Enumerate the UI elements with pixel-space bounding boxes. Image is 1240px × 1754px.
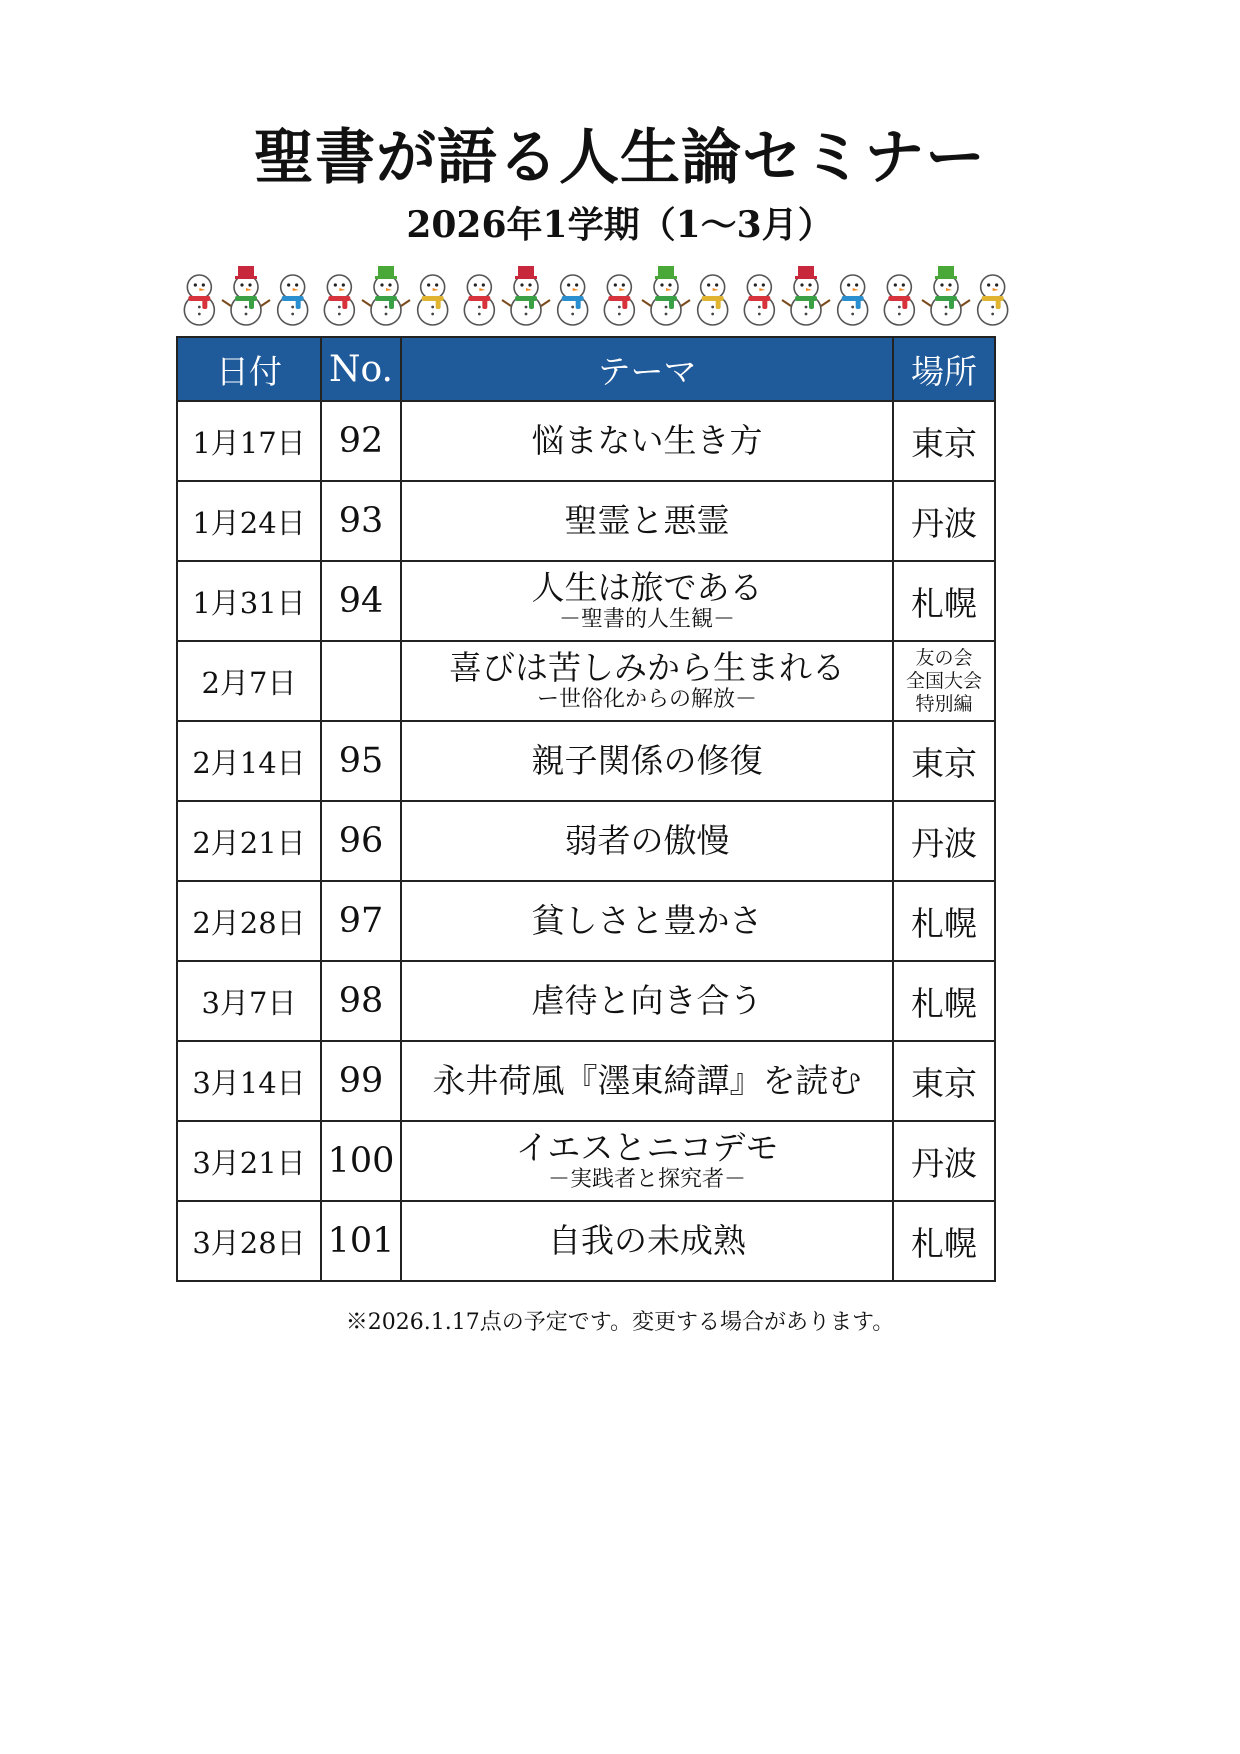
theme-subtitle: ー世俗化からの解放－ <box>536 687 757 712</box>
theme-subtitle: －聖書的人生観－ <box>558 607 735 632</box>
place-name: 札幌 <box>911 583 977 623</box>
theme-title: 弱者の傲慢 <box>564 821 730 860</box>
snowman-icon <box>642 266 690 325</box>
place-name: 東京 <box>911 743 977 783</box>
place-line: 友の会 <box>915 646 973 669</box>
cell-no: 98 <box>321 961 401 1041</box>
snowman-icon <box>884 275 914 325</box>
cell-theme <box>401 481 893 561</box>
place-name: 丹波 <box>911 1143 977 1183</box>
cell-place <box>893 1201 995 1281</box>
table-row <box>177 801 995 881</box>
cell-date: 2月28日 <box>177 881 321 961</box>
cell-place <box>893 721 995 801</box>
cell-place <box>893 1121 995 1201</box>
cell-date: 1月17日 <box>177 401 321 481</box>
cell-no: 101 <box>321 1201 401 1281</box>
place-line: 特別編 <box>915 692 973 715</box>
theme-title: 虐待と向き合う <box>531 981 763 1020</box>
column-header-theme: テーマ <box>401 337 893 401</box>
place-name: 東京 <box>911 423 977 463</box>
cell-place <box>893 801 995 881</box>
cell-no <box>321 641 401 721</box>
cell-no: 95 <box>321 721 401 801</box>
cell-no: 93 <box>321 481 401 561</box>
cell-no: 97 <box>321 881 401 961</box>
place-name: 東京 <box>911 1063 977 1103</box>
page-subtitle: 2026年1学期（1～3月） <box>406 204 834 246</box>
cell-date: 1月24日 <box>177 481 321 561</box>
cell-date: 2月21日 <box>177 801 321 881</box>
table-row <box>177 401 995 481</box>
table-header-row <box>177 337 995 401</box>
column-header-place: 場所 <box>893 337 995 401</box>
snowman-icon <box>502 266 550 325</box>
column-header-date: 日付 <box>177 337 321 401</box>
snowman-icon <box>362 266 410 325</box>
cell-theme <box>401 1121 893 1201</box>
cell-theme <box>401 561 893 641</box>
snowman-icon <box>222 266 270 325</box>
schedule-note: ※2026.1.17点の予定です。変更する場合があります。 <box>345 1310 895 1335</box>
table-row <box>177 721 995 801</box>
place-name: 丹波 <box>911 823 977 863</box>
cell-place <box>893 961 995 1041</box>
theme-title: 人生は旅である <box>531 568 763 607</box>
cell-date: 1月31日 <box>177 561 321 641</box>
cell-date: 3月14日 <box>177 1041 321 1121</box>
theme-subtitle: －実践者と探究者－ <box>547 1167 746 1192</box>
column-header-no: No. <box>321 337 401 401</box>
snowman-icon <box>922 266 970 325</box>
snowman-icon <box>782 266 830 325</box>
cell-date: 2月14日 <box>177 721 321 801</box>
cell-place <box>893 641 995 721</box>
snowman-icon <box>418 275 448 325</box>
place-name: 札幌 <box>911 983 977 1023</box>
cell-theme <box>401 881 893 961</box>
snowman-icon <box>604 275 634 325</box>
snowman-icon <box>464 275 494 325</box>
theme-title: 悩まない生き方 <box>531 421 763 460</box>
place-line: 全国大会 <box>905 669 982 692</box>
cell-date: 3月28日 <box>177 1201 321 1281</box>
theme-title: 親子関係の修復 <box>531 741 763 780</box>
table-row <box>177 1041 995 1121</box>
cell-theme <box>401 801 893 881</box>
place-name: 札幌 <box>911 903 977 943</box>
snowman-icon <box>744 275 774 325</box>
snowman-icon <box>838 275 868 325</box>
cell-place <box>893 401 995 481</box>
cell-place <box>893 561 995 641</box>
cell-place <box>893 1041 995 1121</box>
cell-theme <box>401 1201 893 1281</box>
cell-theme <box>401 961 893 1041</box>
cell-date: 2月7日 <box>177 641 321 721</box>
cell-no: 100 <box>321 1121 401 1201</box>
cell-theme <box>401 1041 893 1121</box>
place-name: 丹波 <box>911 503 977 543</box>
cell-no: 96 <box>321 801 401 881</box>
table-row <box>177 561 995 641</box>
table-row <box>177 1201 995 1281</box>
snowman-icon <box>184 275 214 325</box>
theme-title: 喜びは苦しみから生まれる <box>449 648 845 687</box>
page-title: 聖書が語る人生論セミナー <box>254 123 986 193</box>
snowman-decoration-row <box>176 258 1016 330</box>
snowman-icon <box>324 275 354 325</box>
theme-title: 貧しさと豊かさ <box>531 901 763 940</box>
theme-title: 自我の未成熟 <box>548 1221 746 1260</box>
table-row <box>177 1121 995 1201</box>
snowman-icon <box>698 275 728 325</box>
cell-no: 99 <box>321 1041 401 1121</box>
cell-date: 3月7日 <box>177 961 321 1041</box>
table-row <box>177 881 995 961</box>
cell-place <box>893 481 995 561</box>
theme-title: イエスとニコデモ <box>515 1128 779 1167</box>
theme-title: 聖霊と悪霊 <box>564 501 730 540</box>
snowman-icon <box>278 275 308 325</box>
cell-place <box>893 881 995 961</box>
snowman-icon <box>978 275 1008 325</box>
cell-no: 92 <box>321 401 401 481</box>
cell-theme <box>401 401 893 481</box>
table-row <box>177 481 995 561</box>
theme-title: 永井荷風『濹東綺譚』を読む <box>432 1061 862 1100</box>
cell-theme <box>401 641 893 721</box>
table-row <box>177 641 995 721</box>
table-row <box>177 961 995 1041</box>
cell-date: 3月21日 <box>177 1121 321 1201</box>
snowman-icon <box>558 275 588 325</box>
place-name: 札幌 <box>911 1223 977 1263</box>
cell-theme <box>401 721 893 801</box>
cell-no: 94 <box>321 561 401 641</box>
seminar-schedule-table <box>176 336 996 1282</box>
